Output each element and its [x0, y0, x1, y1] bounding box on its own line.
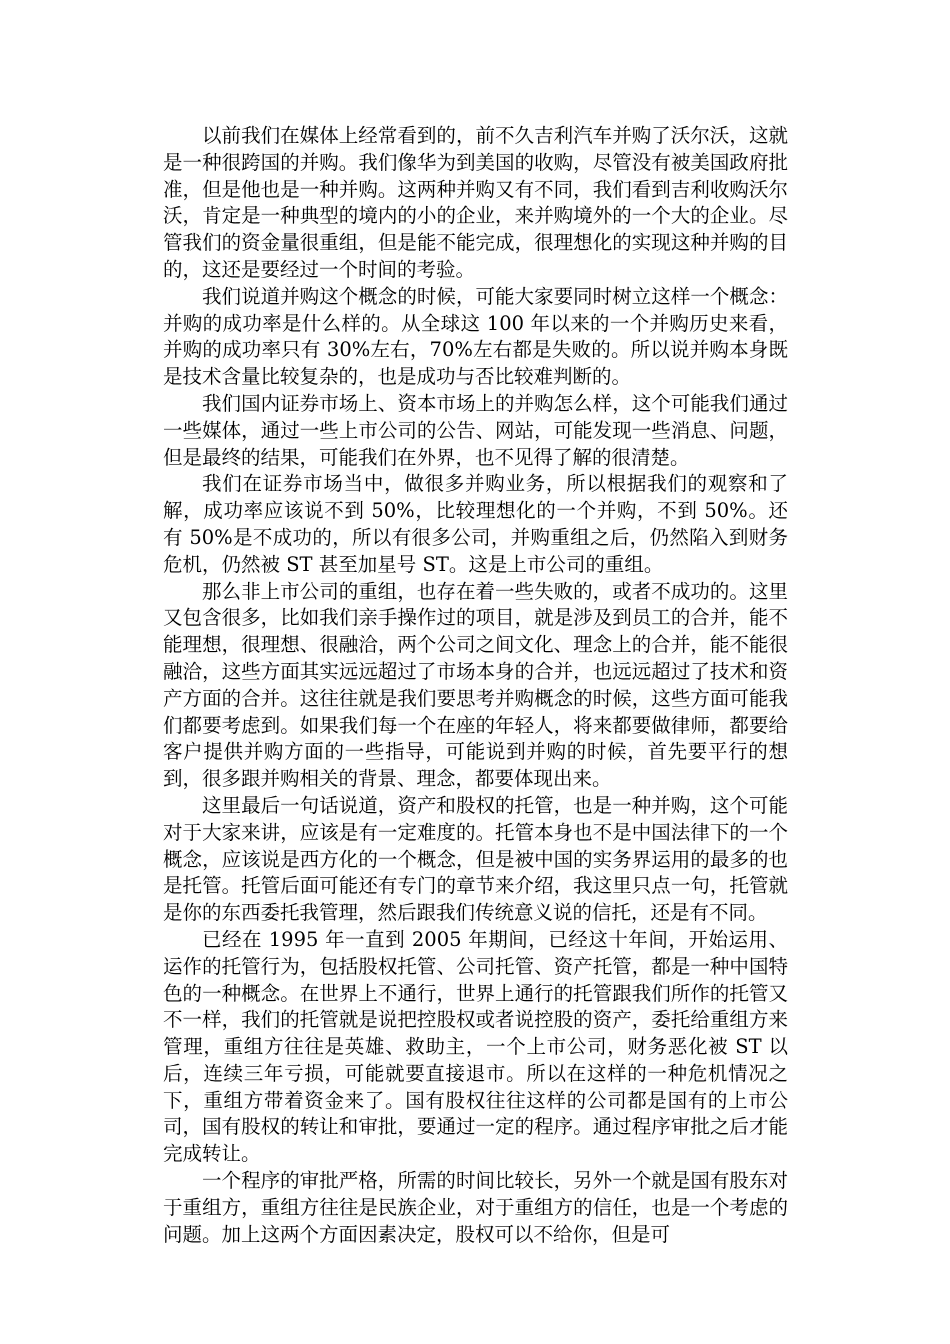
document-body — [163, 123, 788, 1248]
paragraph: 这里最后一句话说道，资产和股权的托管，也是一种并购，这个可能对于大家来讲，应该是有一定难度的。托管本身也不是中国法律下的一个概念，应该说是西方化的一个概念，但是被中国的实务界运用的最多的也是托管。托管后面可能还有专门的章节来介绍，我这里只点一句，托管就是你的东西委托我管理，然后跟我们传统意义说的信托，还是有不同。 — [163, 793, 788, 925]
paragraph: 以前我们在媒体上经常看到的，前不久吉利汽车并购了沃尔沃，这就是一种很跨国的并购。我们像华为到美国的收购，尽管没有被美国政府批准，但是他也是一种并购。这两种并购又有不同，我们看到吉利收购沃尔沃，肯定是一种典型的境内的小的企业，来并购境外的一个大的企业。尽管我们的资金量很重组，但是能不能完成，很理想化的实现这种并购的目的，这还是要经过一个时间的考验。 — [163, 124, 788, 281]
paragraph: 一个程序的审批严格，所需的时间比较长，另外一个就是国有股东对于重组方，重组方往往是民族企业，对于重组方的信任，也是一个考虑的问题。加上这两个方面因素决定，股权可以不给你，但是可 — [163, 1169, 788, 1246]
paragraph: 已经在 1995 年一直到 2005 年期间，已经这十年间，开始运用、运作的托管行为，包括股权托管、公司托管、资产托管，都是一种中国特色的一种概念。在世界上不通行，世界上通行的托管跟我们所作的托管又不一样，我们的托管就是说把控股权或者说控股的资产，委托给重组方来管理，重组方往往是英雄、救助主，一个上市公司，财务恶化被 ST 以后，连续三年亏损，可能就要直接退市。所以在这样的一种危机情况之下，重组方带着资金来了。国有股权往往这样的公司都是国有的上市公司，国有股权的转让和审批，要通过一定的程序。通过程序审批之后才能完成转让。 — [163, 927, 788, 1166]
paragraph: 那么非上市公司的重组，也存在着一些失败的，或者不成功的。这里又包含很多，比如我们亲手操作过的项目，就是涉及到员工的合并，能不能理想，很理想、很融洽，两个公司之间文化、理念上的合并，能不能很融洽，这些方面其实远远超过了市场本身的合并，也远远超过了技术和资产方面的合并。这往往就是我们要思考并购概念的时候，这些方面可能我们都要考虑到。如果我们每一个在座的年轻人，将来都要做律师，都要给客户提供并购方面的一些指导，可能说到并购的时候，首先要平行的想到，很多跟并购相关的背景、理念，都要体现出来。 — [163, 579, 788, 791]
paragraph: 我们在证券市场当中，做很多并购业务，所以根据我们的观察和了解，成功率应该说不到 50%，比较理想化的一个并购，不到 50%。还有 50%是不成功的，所以有很多公司，并购重组之后，仍然陷入到财务危机，仍然被 ST 甚至加星号 ST。这是上市公司的重组。 — [163, 472, 788, 576]
paragraph: 我们说道并购这个概念的时候，可能大家要同时树立这样一个概念：并购的成功率是什么样的。从全球这 100 年以来的一个并购历史来看，并购的成功率只有 30%左右，70%左右都是失败的。所以说并购本身既是技术含量比较复杂的，也是成功与否比较难判断的。 — [163, 284, 788, 389]
paragraph: 我们国内证券市场上、资本市场上的并购怎么样，这个可能我们通过一些媒体，通过一些上市公司的公告、网站，可能发现一些消息、问题，但是最终的结果，可能我们在外界，也不见得了解的很清楚。 — [163, 391, 788, 469]
